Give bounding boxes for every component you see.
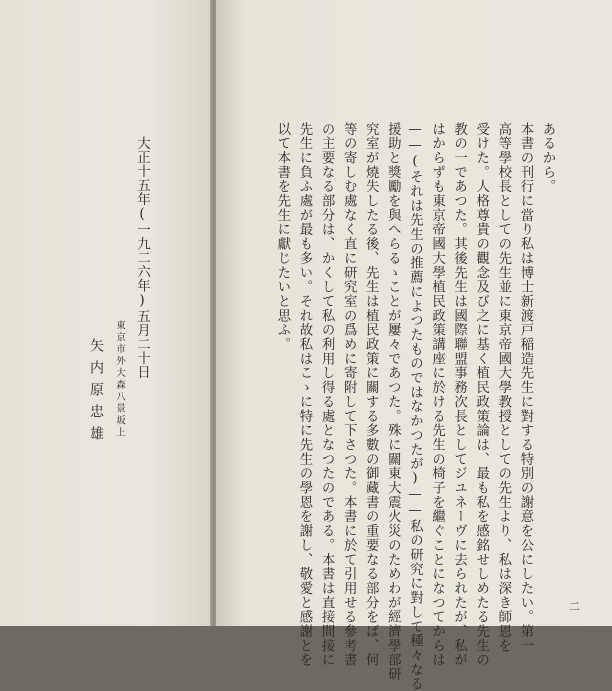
text-line: 高等學校長としての先生並に東京帝國大學教授としての先生より、私は深き師恩を (495, 122, 511, 653)
text-line: ——(それは先生の推薦によつたものではなかつたが)——私の研究に對して種々なる (407, 122, 423, 691)
preface-body (225, 122, 555, 691)
text-line: の主要なる部分は、かくして私の利用し得る處となつたのである。本書は直接間接に (319, 122, 335, 668)
left-page (0, 0, 212, 626)
text-line: 援助と獎勵を與へらるゝことが屢々であつた。殊に關東大震火災のためわが經濟學部研 (385, 122, 401, 682)
text-line: あるから。 (540, 122, 555, 194)
text-line: はからずも東京帝國大學植民政策講座に於ける先生の椅子を繼ぐことになつてからは (429, 122, 445, 668)
text-line: 先生に負ふ處が最も多い。それ故私はこゝに特に先生の學恩を謝し、敬愛と感謝とを (296, 122, 312, 668)
text-line: 受けた。人格尊貴の觀念及び之に基く植民政策論は、最も私を感銘せしめたる先生の (473, 122, 489, 668)
text-line: 教の一であつた。其後先生は國際聯盟事務次長としてジユネーヴに去られたが、私が (451, 122, 467, 668)
text-line: 等の寄しむ處なく直に研究室の爲めに寄附して下さつた。本書に於て引用せる參考書 (341, 122, 357, 668)
author-name: 矢内原忠雄 (88, 338, 104, 448)
text-line: 究室が燒失したる後、先生は植民政策に關する多數の御藏書の重要なる部分をば、何 (363, 122, 379, 668)
publication-date: 大正十五年(一九二六年)五月二十日 (134, 136, 150, 379)
author-address: 東京市外大森八景坂上 (114, 320, 125, 439)
text-line: 以て本書を先生に獻じたいと思ふ。 (274, 122, 290, 352)
text-line: 本書の刊行に當り私は博士新渡戸稲造先生に對する特別の謝意を公にしたい。第一 (517, 122, 533, 653)
page-number: 二 (569, 600, 580, 613)
